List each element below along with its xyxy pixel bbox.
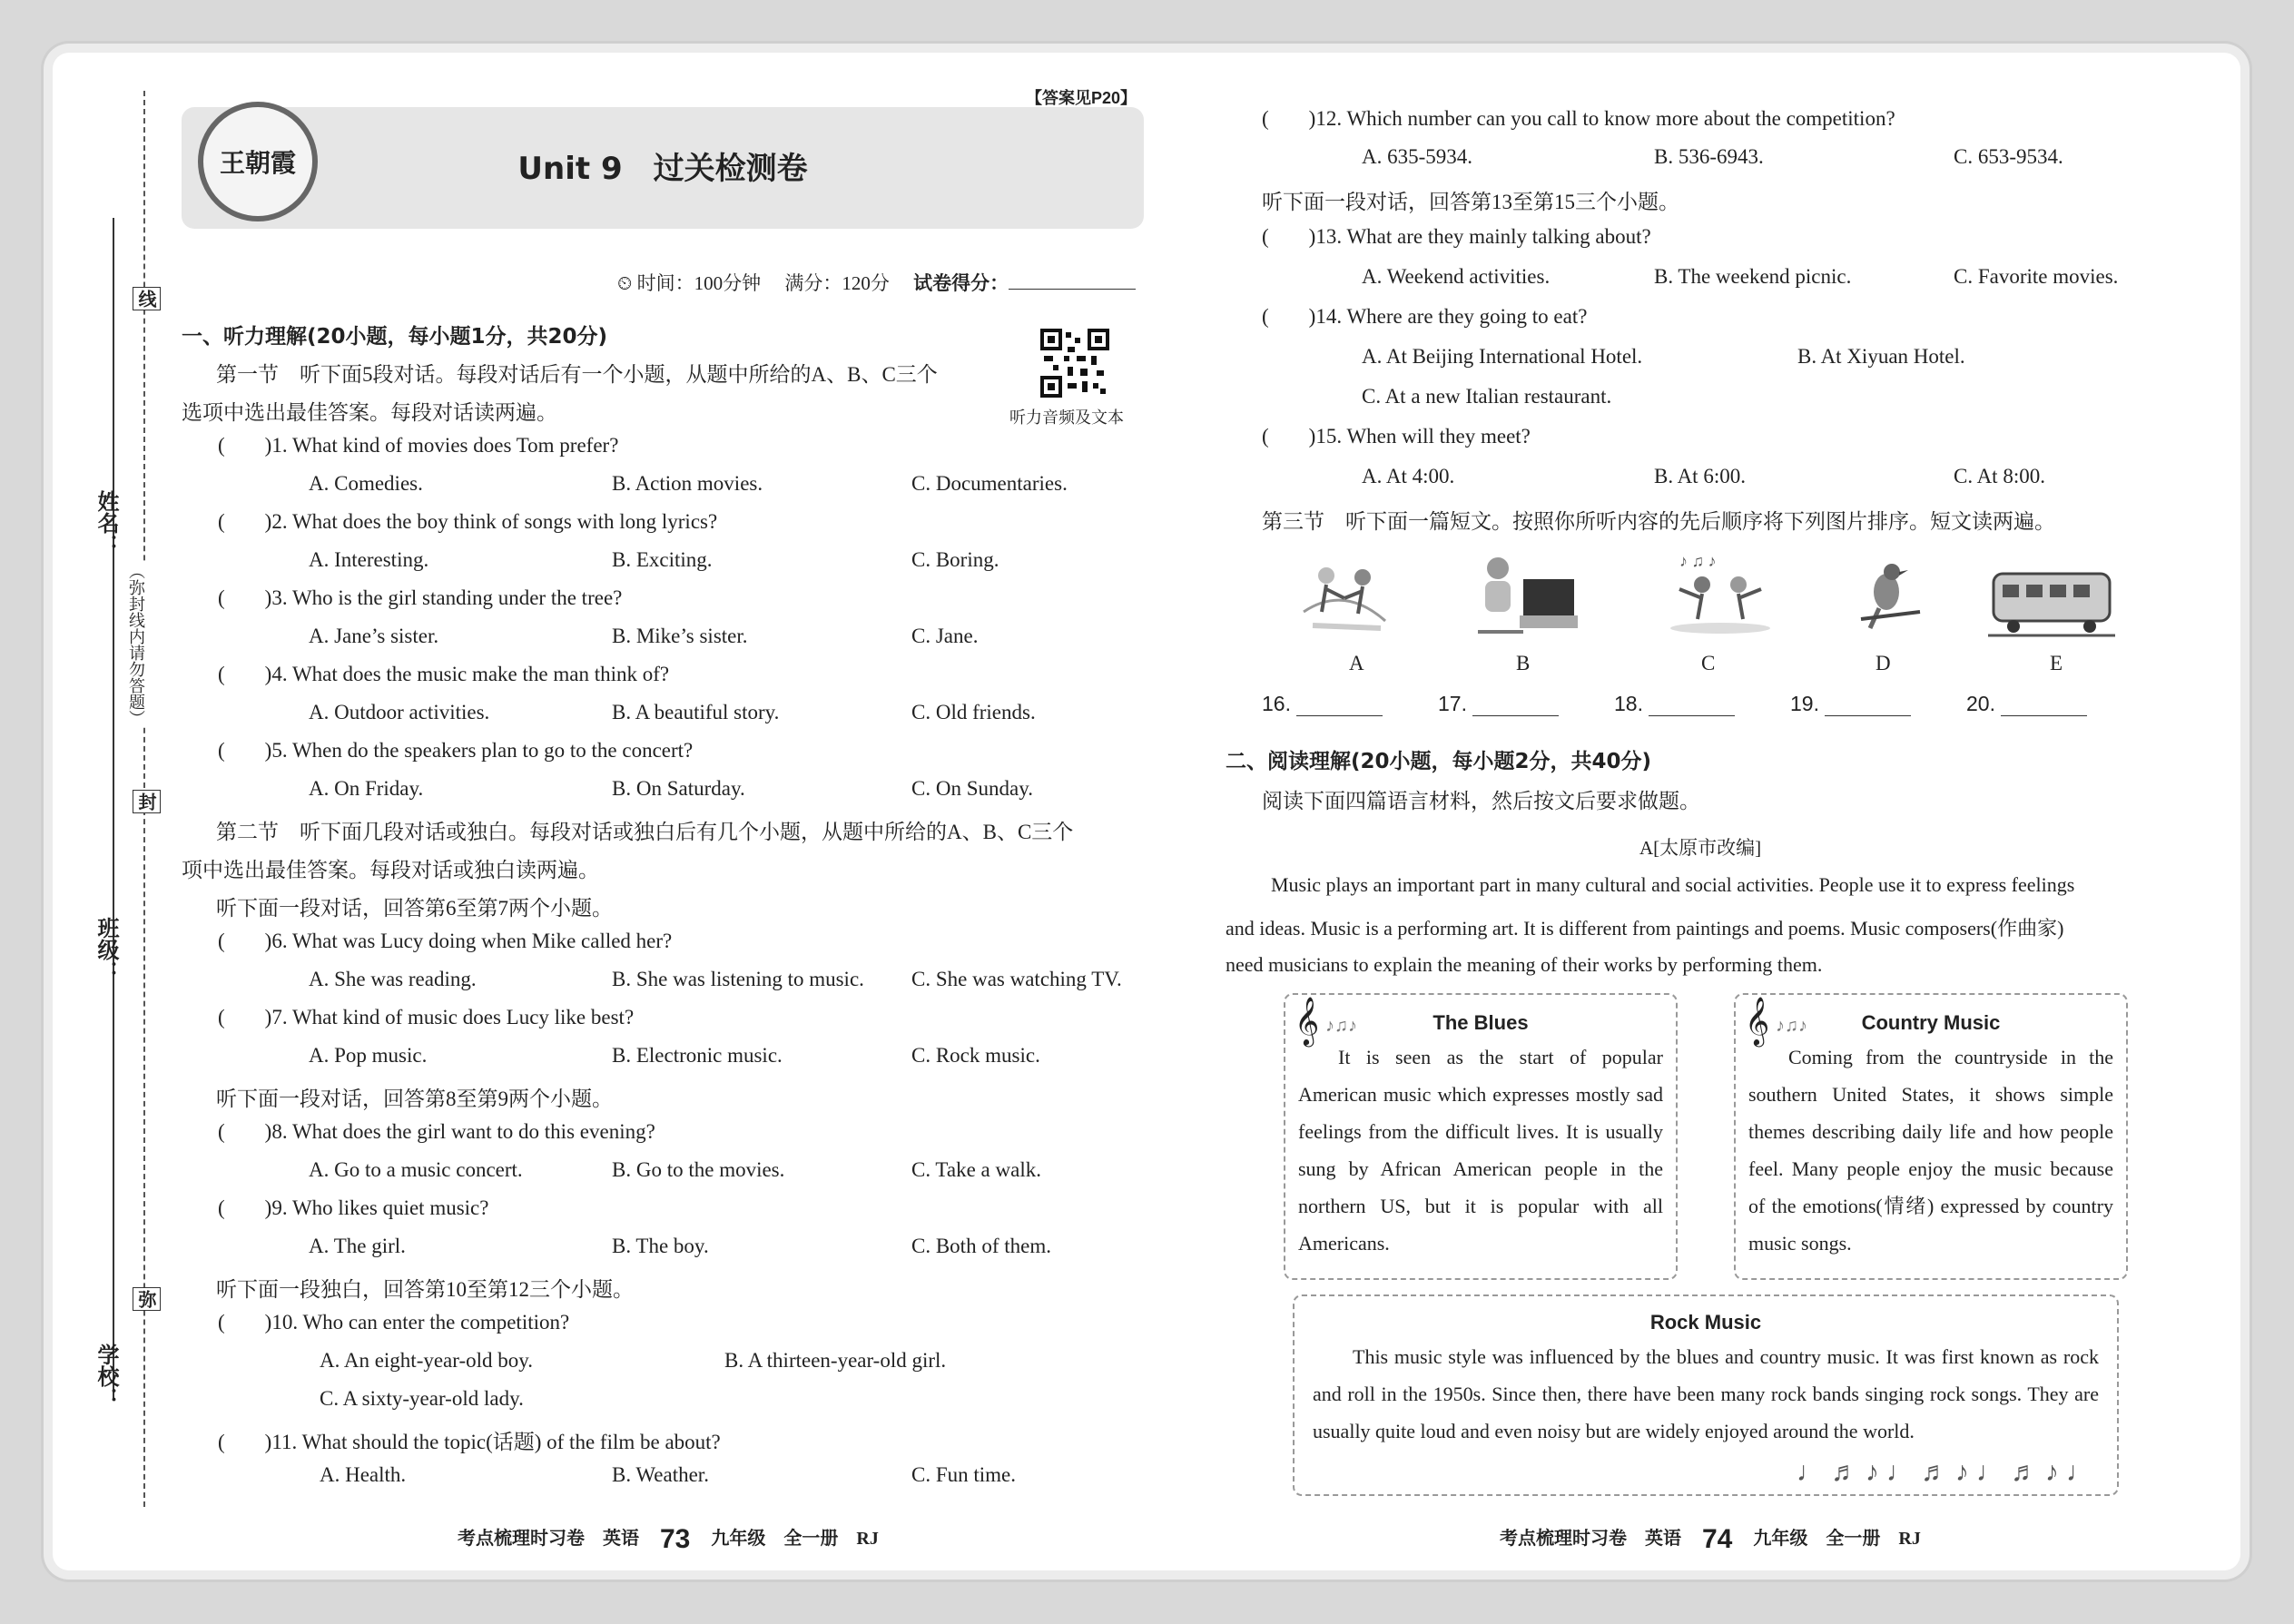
picture-e-train [1988, 556, 2115, 641]
picture-label-b: B [1516, 652, 1531, 674]
q12-option-a[interactable]: A. 635-5934. [1362, 145, 1473, 168]
instruction-q8-9: 听下面一段对话，回答第8至第9两个小题。 [216, 1088, 613, 1110]
question-5: ( )5. When do the speakers plan to go to the concert? [218, 739, 694, 762]
picture-d-bird [1852, 556, 1925, 639]
question-4: ( )4. What does the music make the man think of? [218, 663, 670, 685]
rock-text: This music style was influenced by the blues and country music. It was first known as rock and roll in the 1950s. Since then, there have been many rock bands singing rock songs. They are usually quite loud and even noisy but are widely enjoyed around the world. [1313, 1345, 2099, 1442]
country-card [1734, 993, 2128, 1280]
page-number-left: 73 [660, 1524, 691, 1554]
question-8: ( )8. What does the girl want to do this evening? [218, 1120, 655, 1143]
q14-option-b[interactable]: B. At Xiyuan Hotel. [1797, 345, 1965, 368]
q5-option-b[interactable]: B. On Saturday. [612, 777, 745, 800]
q4-option-c[interactable]: C. Old friends. [911, 701, 1036, 723]
country-title: Country Music [1861, 1011, 2001, 1034]
answer-blank-20[interactable]: 20. [1966, 692, 2087, 716]
q15-option-c[interactable]: C. At 8:00. [1954, 465, 2045, 487]
qr-caption: 听力音频及文本 [1009, 408, 1124, 427]
answer-blank-19[interactable]: 19. [1790, 692, 1911, 716]
full-score: 满分：120分 [784, 272, 890, 294]
q10-option-c[interactable]: C. A sixty-year-old lady. [320, 1387, 524, 1410]
logo-text: 王朝霞 [219, 148, 296, 178]
picture-label-e: E [2050, 652, 2063, 674]
school-label: 学校： [94, 1343, 119, 1409]
name-line [113, 218, 114, 1398]
picture-b-tv [1469, 548, 1587, 637]
q12-option-c[interactable]: C. 653-9534. [1954, 145, 2063, 168]
q12-option-b[interactable]: B. 536-6943. [1654, 145, 1764, 168]
score-blank[interactable] [1009, 289, 1136, 290]
q15-option-b[interactable]: B. At 6:00. [1654, 465, 1746, 487]
blues-card [1284, 993, 1678, 1280]
q3-option-b[interactable]: B. Mike’s sister. [612, 625, 748, 647]
question-14: ( )14. Where are they going to eat? [1262, 305, 1588, 328]
page-title: Unit 9 过关检测卷 [517, 151, 808, 187]
seal-char-mi: 弥 [133, 1287, 161, 1311]
instruction-q6-7: 听下面一段对话，回答第6至第7两个小题。 [216, 897, 613, 920]
music-notes-icon: ♪♫♪ [1776, 1016, 1807, 1036]
part2-instructions-l1: 第二节 听下面几段对话或独白。每段对话或独白后有几个小题，从题中所给的A、B、C三个 [216, 821, 1074, 843]
picture-label-d: D [1876, 652, 1891, 674]
q4-option-b[interactable]: B. A beautiful story. [612, 701, 780, 723]
q6-option-b[interactable]: B. She was listening to music. [612, 968, 864, 990]
instruction-q13-15: 听下面一段对话，回答第13至第15三个小题。 [1262, 191, 1679, 213]
blues-title: The Blues [1433, 1011, 1529, 1034]
q7-option-b[interactable]: B. Electronic music. [612, 1044, 783, 1067]
q8-option-b[interactable]: B. Go to the movies. [612, 1158, 785, 1181]
q10-option-b[interactable]: B. A thirteen-year-old girl. [724, 1349, 947, 1372]
music-notes-icon: ♩♬♪♩♬♪♩♬♪♩ [1797, 1457, 2101, 1487]
clock-icon: ⏲ [617, 272, 633, 294]
page-number-right: 74 [1702, 1524, 1733, 1554]
q11-option-c[interactable]: C. Fun time. [911, 1463, 1017, 1486]
q1-option-a[interactable]: A. Comedies. [309, 472, 423, 495]
q6-option-c[interactable]: C. She was watching TV. [911, 968, 1122, 990]
question-2: ( )2. What does the boy think of songs with long lyrics? [218, 510, 718, 533]
name-label: 姓名： [94, 490, 119, 556]
q4-option-a[interactable]: A. Outdoor activities. [309, 701, 490, 723]
answer-blank-17[interactable]: 17. [1438, 692, 1559, 716]
question-10: ( )10. Who can enter the competition? [218, 1311, 570, 1334]
q7-option-a[interactable]: A. Pop music. [309, 1044, 428, 1067]
seal-char-xian: 线 [133, 287, 161, 310]
class-label: 班级： [94, 917, 119, 982]
part1-instructions-l1: 第一节 听下面5段对话。每段对话后有一个小题，从题中所给的A、B、C三个 [216, 363, 938, 386]
answer-blank-18[interactable]: 18. [1614, 692, 1735, 716]
q10-option-a[interactable]: A. An eight-year-old boy. [320, 1349, 534, 1372]
q13-option-c[interactable]: C. Favorite movies. [1954, 265, 2119, 288]
q13-option-b[interactable]: B. The weekend picnic. [1654, 265, 1852, 288]
passage-a-title: A[太原市改编] [1639, 837, 1762, 859]
q13-option-a[interactable]: A. Weekend activities. [1362, 265, 1551, 288]
seal-notice: （弥封线内请勿答题） [123, 563, 147, 726]
q8-option-c[interactable]: C. Take a walk. [911, 1158, 1041, 1181]
q1-option-b[interactable]: B. Action movies. [612, 472, 763, 495]
picture-a-dancers [1295, 548, 1394, 637]
question-13: ( )13. What are they mainly talking about? [1262, 225, 1651, 248]
part3-instructions: 第三节 听下面一篇短文。按照你所听内容的先后顺序将下列图片排序。短文读两遍。 [1262, 510, 2055, 533]
q3-option-a[interactable]: A. Jane’s sister. [309, 625, 439, 647]
question-7: ( )7. What kind of music does Lucy like best? [218, 1006, 635, 1029]
time-limit: 时间：100分钟 [636, 272, 762, 294]
section2-heading: 二、阅读理解(20小题，每小题2分，共40分) [1226, 750, 1652, 773]
footer-right: 考点梳理时习卷 英语 74 九年级 全一册 RJ [1500, 1524, 1921, 1554]
exam-meta [617, 269, 1136, 296]
q3-option-c[interactable]: C. Jane. [911, 625, 979, 647]
rock-title: Rock Music [1649, 1311, 1762, 1334]
footer-left: 考点梳理时习卷 英语 73 九年级 全一册 RJ [458, 1524, 879, 1554]
q7-option-c[interactable]: C. Rock music. [911, 1044, 1040, 1067]
rock-card [1293, 1294, 2119, 1496]
question-1: ( )1. What kind of movies does Tom prefer? [218, 434, 619, 457]
title-banner [182, 107, 1144, 229]
instruction-q10-12: 听下面一段独白，回答第10至第12三个小题。 [216, 1278, 634, 1301]
seal-char-feng: 封 [133, 790, 161, 813]
answer-reference: 【答案见P20】 [1026, 89, 1137, 107]
question-3: ( )3. Who is the girl standing under the tree? [218, 586, 623, 609]
passage-a-line1: Music plays an important part in many cultural and social activities. People use it to express feelings [1271, 873, 2075, 896]
q9-option-c[interactable]: C. Both of them. [911, 1235, 1051, 1257]
passage-a-line3: need musicians to explain the meaning of their works by performing them. [1226, 953, 1823, 976]
q14-option-a[interactable]: A. At Beijing International Hotel. [1362, 345, 1643, 368]
part1-instructions-l2: 选项中选出最佳答案。每段对话读两遍。 [182, 401, 557, 424]
q2-option-b[interactable]: B. Exciting. [612, 548, 713, 571]
svg-text:♪ ♫ ♪: ♪ ♫ ♪ [1679, 552, 1717, 570]
q11-option-b[interactable]: B. Weather. [612, 1463, 709, 1486]
q8-option-a[interactable]: A. Go to a music concert. [309, 1158, 523, 1181]
section2-intro: 阅读下面四篇语言材料，然后按文后要求做题。 [1262, 790, 1700, 812]
q11-option-a[interactable]: A. Health. [320, 1463, 407, 1486]
q2-option-c[interactable]: C. Boring. [911, 548, 999, 571]
score-label: 试卷得分： [913, 273, 1009, 294]
q9-option-b[interactable]: B. The boy. [612, 1235, 709, 1257]
picture-label-c: C [1701, 652, 1716, 674]
q14-option-c[interactable]: C. At a new Italian restaurant. [1362, 385, 1612, 408]
q1-option-c[interactable]: C. Documentaries. [911, 472, 1068, 495]
question-11: ( )11. What should the topic(话题) of the film be about? [218, 1431, 721, 1453]
q5-option-a[interactable]: A. On Friday. [309, 777, 424, 800]
section1-heading: 一、听力理解(20小题，每小题1分，共20分) [182, 325, 608, 349]
q15-option-a[interactable]: A. At 4:00. [1362, 465, 1455, 487]
qr-code[interactable] [1040, 329, 1109, 398]
question-6: ( )6. What was Lucy doing when Mike called her? [218, 930, 673, 952]
part2-instructions-l2: 项中选出最佳答案。每段对话或独白读两遍。 [182, 859, 599, 881]
music-clef-icon: 𝄞 [1295, 998, 1320, 1044]
q2-option-a[interactable]: A. Interesting. [309, 548, 429, 571]
answer-blank-16[interactable]: 16. [1262, 692, 1383, 716]
qr-code-icon [1040, 329, 1109, 398]
passage-a-line2: and ideas. Music is a performing art. It is different from paintings and poems. Music composers(作曲家) [1226, 917, 2064, 940]
question-12: ( )12. Which number can you call to know more about the competition? [1262, 107, 1895, 130]
picture-label-a: A [1349, 652, 1364, 674]
music-notes-icon: ♪♫♪ [1325, 1016, 1357, 1036]
picture-c-singers [1661, 548, 1779, 637]
music-clef-icon: 𝄞 [1745, 998, 1770, 1044]
blues-text: It is seen as the start of popular American music which expresses mostly sad feelings from the difficult lives. It is usually sung by African American people in the northern US, but it is popular with all Americans. [1298, 1046, 1663, 1255]
country-text: Coming from the countryside in the southern United States, it shows simple themes describing daily life and how people feel. Many people enjoy the music because of the emotions(情绪) expressed by country music songs. [1748, 1046, 2113, 1255]
question-9: ( )9. Who likes quiet music? [218, 1196, 489, 1219]
q9-option-a[interactable]: A. The girl. [309, 1235, 406, 1257]
question-15: ( )15. When will they meet? [1262, 425, 1531, 448]
q6-option-a[interactable]: A. She was reading. [309, 968, 477, 990]
q5-option-c[interactable]: C. On Sunday. [911, 777, 1033, 800]
